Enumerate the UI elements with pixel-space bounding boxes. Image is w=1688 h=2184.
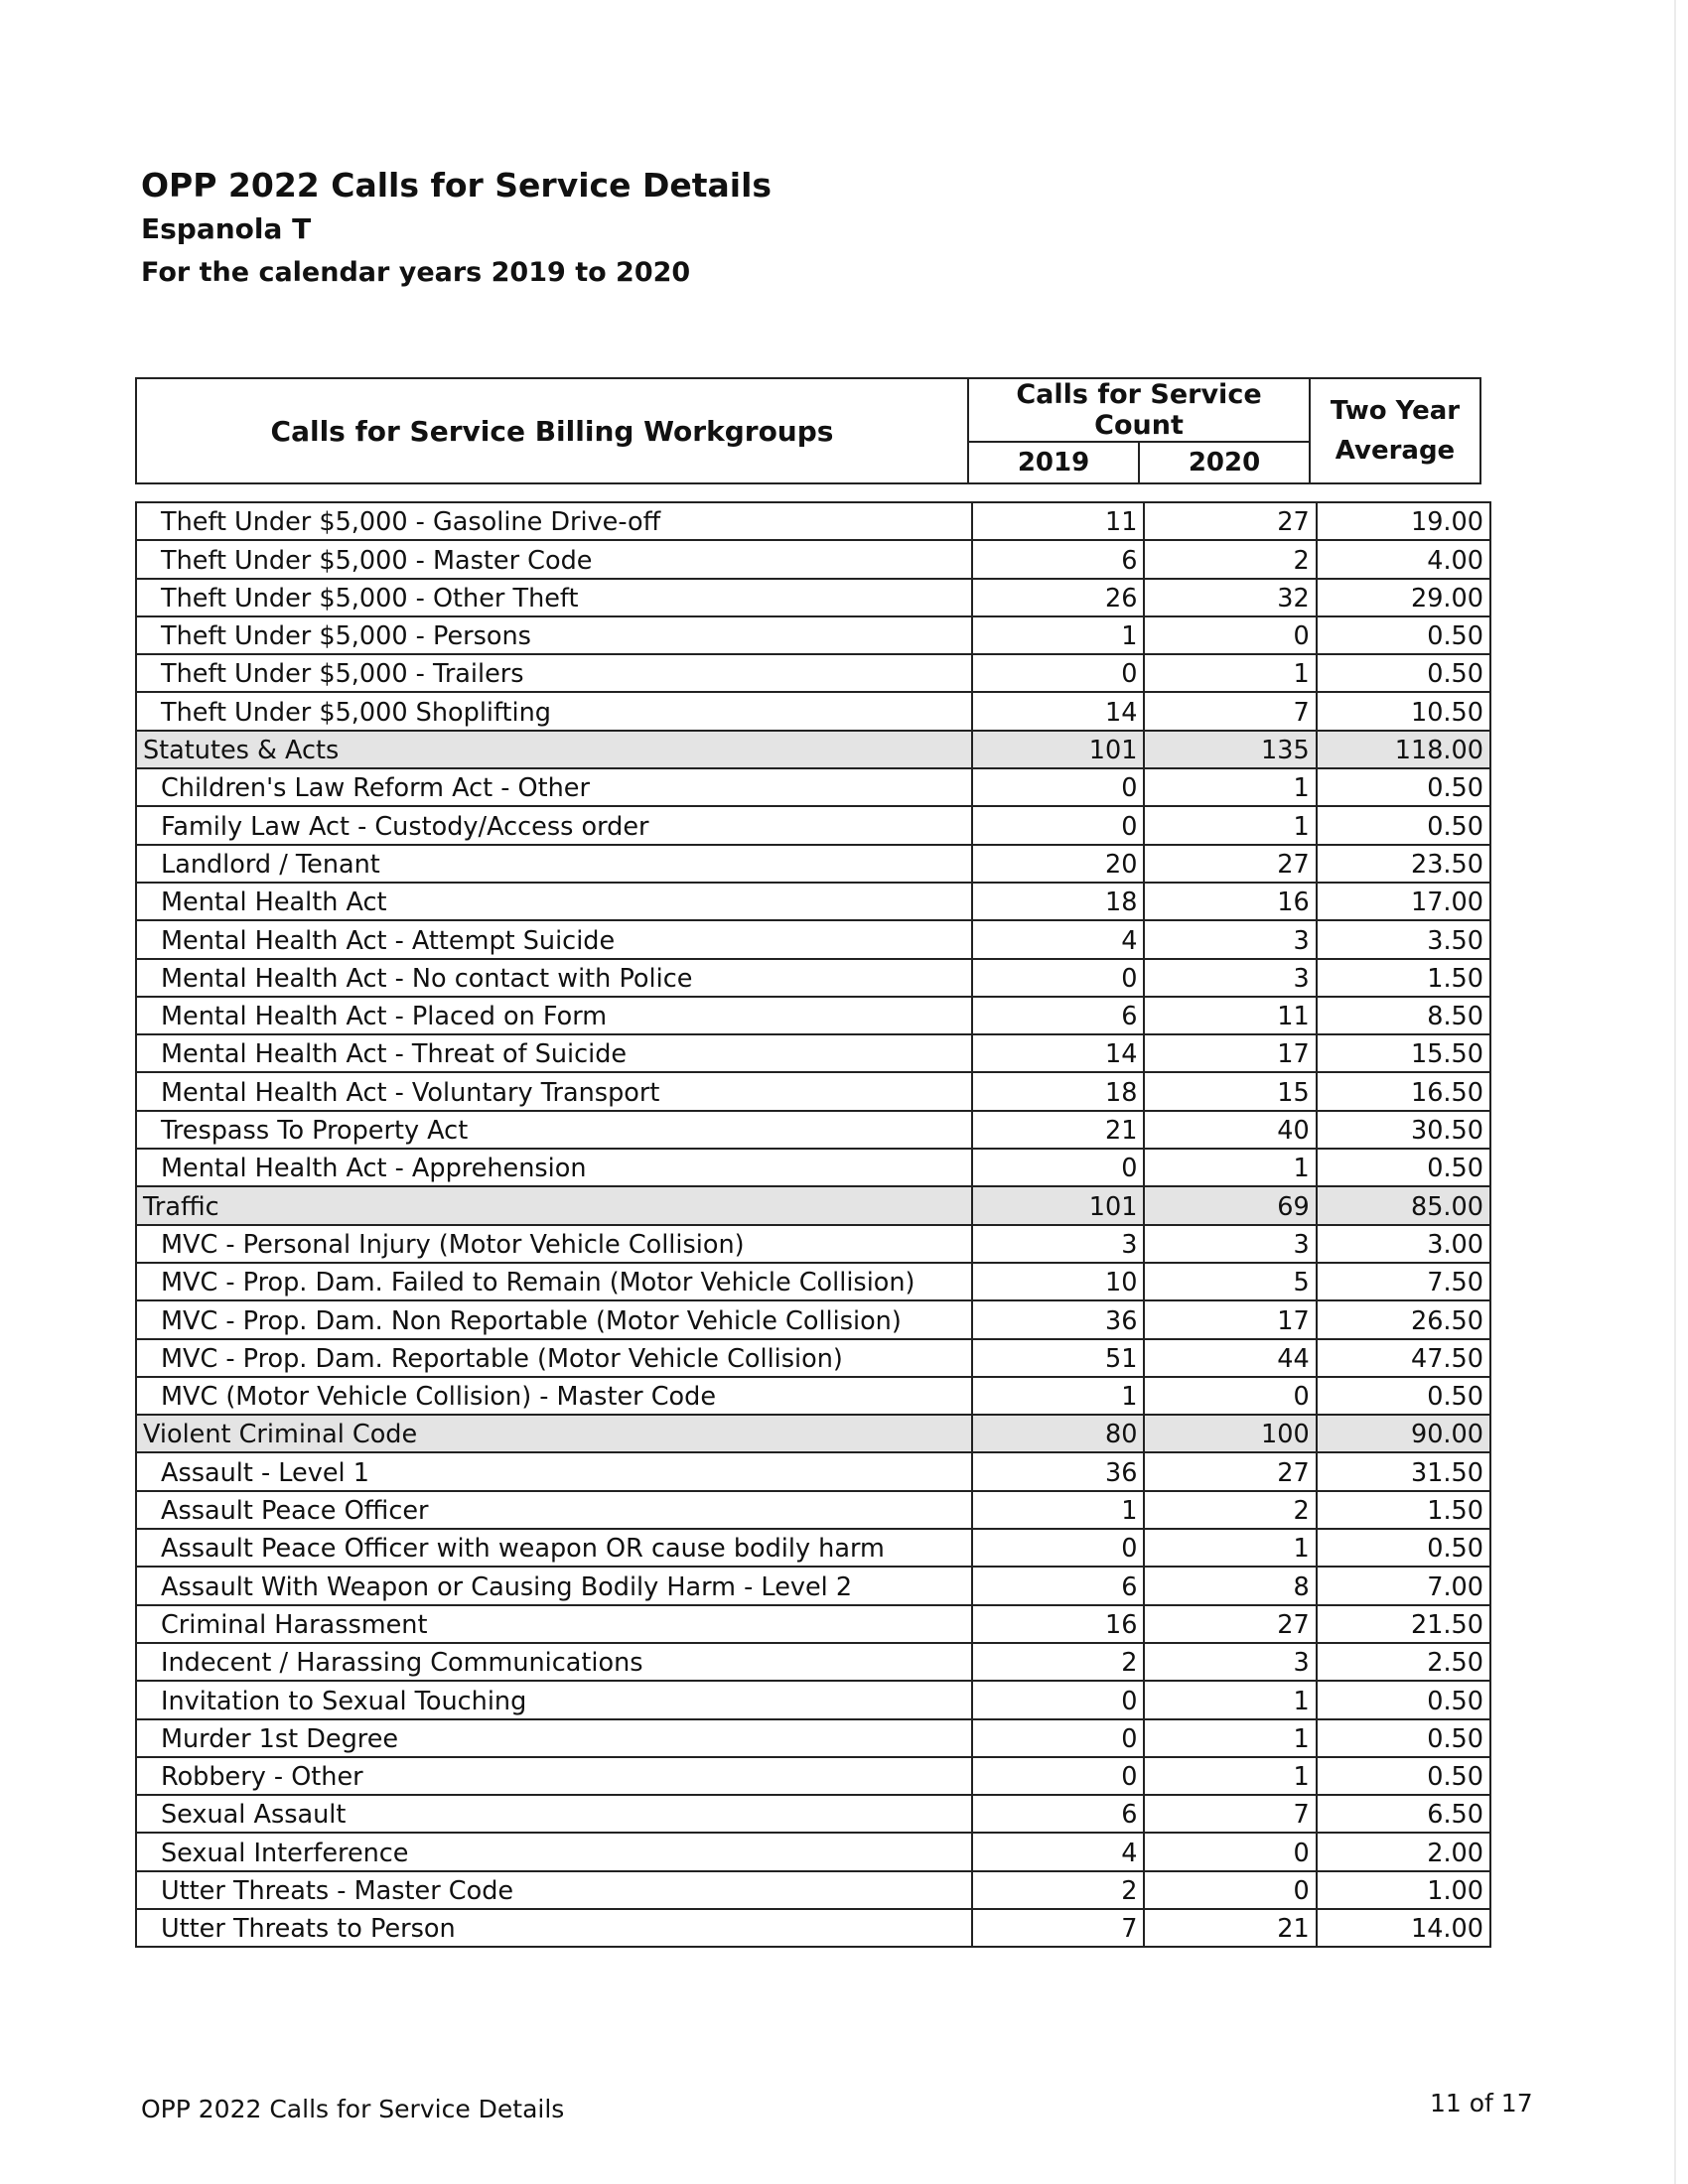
count-2019-cell: 3 [972,1225,1144,1263]
table-row [136,845,1490,883]
count-2019-cell: 7 [972,1909,1144,1947]
count-2020-cell: 40 [1144,1111,1316,1149]
count-2020-cell: 69 [1144,1186,1316,1224]
average-cell: 21.50 [1317,1605,1490,1643]
count-2020-cell: 7 [1144,1795,1316,1833]
workgroup-cell: Violent Criminal Code [136,1415,972,1452]
count-2019-cell: 0 [972,654,1144,692]
workgroup-cell: Traffic [136,1186,972,1224]
workgroup-cell: MVC - Prop. Dam. Failed to Remain (Motor Vehicle Collision) [136,1263,972,1300]
count-2019-cell: 6 [972,1567,1144,1604]
table-row [136,579,1490,616]
count-2020-cell: 5 [1144,1263,1316,1300]
average-cell: 7.50 [1317,1263,1490,1300]
table-row [136,768,1490,806]
count-2020-cell: 11 [1144,997,1316,1034]
table-row [136,1567,1490,1604]
workgroup-cell: Mental Health Act - Apprehension [136,1149,972,1186]
average-cell: 17.00 [1317,883,1490,920]
count-2020-cell: 8 [1144,1567,1316,1604]
workgroup-cell: Invitation to Sexual Touching [136,1681,972,1718]
average-cell: 15.50 [1317,1034,1490,1072]
count-2020-cell: 1 [1144,1757,1316,1795]
average-cell: 31.50 [1317,1452,1490,1490]
count-2020-cell: 27 [1144,845,1316,883]
count-2019-cell: 11 [972,502,1144,540]
average-cell: 0.50 [1317,1719,1490,1757]
count-2020-cell: 1 [1144,654,1316,692]
table-row [136,1529,1490,1567]
average-cell: 1.50 [1317,1491,1490,1529]
count-2019-cell: 21 [972,1111,1144,1149]
table-row [136,1833,1490,1870]
table-row [136,1034,1490,1072]
workgroup-cell: Children's Law Reform Act - Other [136,768,972,806]
count-2019-cell: 0 [972,1529,1144,1567]
workgroup-cell: Theft Under $5,000 - Trailers [136,654,972,692]
average-cell: 0.50 [1317,1529,1490,1567]
table-row [136,1111,1490,1149]
count-2019-cell: 18 [972,883,1144,920]
table-row [136,540,1490,578]
average-cell: 0.50 [1317,616,1490,654]
workgroup-cell: Landlord / Tenant [136,845,972,883]
workgroup-cell: MVC - Prop. Dam. Reportable (Motor Vehicle Collision) [136,1339,972,1377]
count-2019-cell: 0 [972,1681,1144,1718]
workgroup-cell: Murder 1st Degree [136,1719,972,1757]
table-row [136,1643,1490,1681]
count-2019-cell: 0 [972,1149,1144,1186]
workgroup-cell: Robbery - Other [136,1757,972,1795]
workgroup-cell: Indecent / Harassing Communications [136,1643,972,1681]
table-row [136,959,1490,997]
count-2020-cell: 7 [1144,692,1316,730]
count-2020-cell: 135 [1144,731,1316,768]
average-column-header [1310,378,1480,483]
count-2019-cell: 14 [972,692,1144,730]
workgroup-cell: Criminal Harassment [136,1605,972,1643]
count-2019-cell: 4 [972,1833,1144,1870]
table-row [136,502,1490,540]
workgroup-cell: Theft Under $5,000 - Other Theft [136,579,972,616]
count-2019-cell: 2 [972,1643,1144,1681]
workgroup-cell: Theft Under $5,000 - Persons [136,616,972,654]
table-row [136,1452,1490,1490]
count-column-header: Calls for Service Count [968,378,1310,442]
average-header-line2: Average [1335,436,1456,466]
average-cell: 8.50 [1317,997,1490,1034]
table-row [136,1757,1490,1795]
count-2020-cell: 27 [1144,1605,1316,1643]
count-2019-cell: 14 [972,1034,1144,1072]
average-cell: 29.00 [1317,579,1490,616]
count-2020-cell: 0 [1144,616,1316,654]
count-2019-cell: 20 [972,845,1144,883]
table-row [136,1377,1490,1415]
count-2020-cell: 44 [1144,1339,1316,1377]
workgroup-cell: MVC - Personal Injury (Motor Vehicle Collision) [136,1225,972,1263]
workgroup-cell: Assault Peace Officer with weapon OR cause bodily harm [136,1529,972,1567]
workgroup-cell: Assault With Weapon or Causing Bodily Harm - Level 2 [136,1567,972,1604]
count-2019-cell: 1 [972,1377,1144,1415]
workgroup-cell: Assault Peace Officer [136,1491,972,1529]
document-header [141,164,772,295]
count-2020-cell: 1 [1144,1529,1316,1567]
workgroup-cell: Utter Threats - Master Code [136,1871,972,1909]
workgroup-cell: Mental Health Act - Threat of Suicide [136,1034,972,1072]
count-2020-cell: 15 [1144,1072,1316,1110]
reporting-period: For the calendar years 2019 to 2020 [141,257,691,288]
count-2019-cell: 0 [972,806,1144,844]
page-number: 11 of 17 [1430,2089,1533,2117]
count-2019-cell: 51 [972,1339,1144,1377]
table-row [136,1795,1490,1833]
count-2019-cell: 16 [972,1605,1144,1643]
calls-for-service-table [135,501,1491,1948]
average-cell: 0.50 [1317,768,1490,806]
table-header [135,377,1481,484]
count-2020-cell: 3 [1144,959,1316,997]
average-cell: 3.50 [1317,920,1490,958]
year-2020-column-header: 2020 [1139,442,1310,483]
count-2019-cell: 1 [972,616,1144,654]
table-row [136,1339,1490,1377]
count-2020-cell: 3 [1144,1643,1316,1681]
table-row [136,1871,1490,1909]
table-row [136,1300,1490,1338]
average-cell: 23.50 [1317,845,1490,883]
average-cell: 2.00 [1317,1833,1490,1870]
count-2019-cell: 4 [972,920,1144,958]
average-cell: 0.50 [1317,1757,1490,1795]
workgroup-cell: Trespass To Property Act [136,1111,972,1149]
count-2019-cell: 10 [972,1263,1144,1300]
count-2020-cell: 21 [1144,1909,1316,1947]
average-cell: 6.50 [1317,1795,1490,1833]
table-row [136,616,1490,654]
count-2019-cell: 18 [972,1072,1144,1110]
table-body [136,502,1490,1947]
average-cell: 90.00 [1317,1415,1490,1452]
count-2020-cell: 1 [1144,1681,1316,1718]
count-2019-cell: 26 [972,579,1144,616]
table-row [136,1605,1490,1643]
group-row [136,1415,1490,1452]
average-cell: 16.50 [1317,1072,1490,1110]
workgroup-cell: MVC - Prop. Dam. Non Reportable (Motor Vehicle Collision) [136,1300,972,1338]
count-2019-cell: 0 [972,1757,1144,1795]
table-row [136,1491,1490,1529]
workgroup-cell: Mental Health Act - Attempt Suicide [136,920,972,958]
average-cell: 14.00 [1317,1909,1490,1947]
workgroup-cell: Utter Threats to Person [136,1909,972,1947]
table-row [136,1681,1490,1718]
table-row [136,997,1490,1034]
average-header-line1: Two Year [1330,396,1461,426]
table-row [136,1263,1490,1300]
table-row [136,1149,1490,1186]
workgroup-cell: Family Law Act - Custody/Access order [136,806,972,844]
average-cell: 7.00 [1317,1567,1490,1604]
workgroup-cell: Assault - Level 1 [136,1452,972,1490]
count-2019-cell: 101 [972,731,1144,768]
count-2020-cell: 2 [1144,540,1316,578]
average-cell: 1.50 [1317,959,1490,997]
average-cell: 0.50 [1317,654,1490,692]
workgroup-cell: Theft Under $5,000 Shoplifting [136,692,972,730]
average-cell: 47.50 [1317,1339,1490,1377]
table-row [136,1719,1490,1757]
workgroup-cell: Sexual Assault [136,1795,972,1833]
count-2019-cell: 2 [972,1871,1144,1909]
count-2019-cell: 101 [972,1186,1144,1224]
count-2020-cell: 27 [1144,502,1316,540]
count-2020-cell: 16 [1144,883,1316,920]
average-cell: 19.00 [1317,502,1490,540]
average-cell: 0.50 [1317,1681,1490,1718]
footer-title: OPP 2022 Calls for Service Details [141,2095,565,2123]
count-2020-cell: 17 [1144,1034,1316,1072]
count-2020-cell: 3 [1144,1225,1316,1263]
count-2019-cell: 6 [972,540,1144,578]
table-row [136,1909,1490,1947]
workgroup-cell: Theft Under $5,000 - Gasoline Drive-off [136,502,972,540]
count-2019-cell: 0 [972,1719,1144,1757]
page-edge-divider [1674,0,1676,2184]
count-2019-cell: 36 [972,1300,1144,1338]
count-2020-cell: 2 [1144,1491,1316,1529]
count-2020-cell: 32 [1144,579,1316,616]
average-cell: 0.50 [1317,1377,1490,1415]
count-2020-cell: 1 [1144,1149,1316,1186]
table-row [136,692,1490,730]
count-2019-cell: 0 [972,959,1144,997]
workgroup-cell: Mental Health Act - Voluntary Transport [136,1072,972,1110]
average-cell: 85.00 [1317,1186,1490,1224]
count-2020-cell: 0 [1144,1833,1316,1870]
average-cell: 3.00 [1317,1225,1490,1263]
count-2020-cell: 1 [1144,806,1316,844]
count-2019-cell: 6 [972,1795,1144,1833]
location-name: Espanola T [141,212,312,245]
count-2020-cell: 3 [1144,920,1316,958]
average-cell: 2.50 [1317,1643,1490,1681]
average-cell: 30.50 [1317,1111,1490,1149]
group-row [136,731,1490,768]
table-row [136,883,1490,920]
average-cell: 118.00 [1317,731,1490,768]
workgroup-cell: Statutes & Acts [136,731,972,768]
count-2020-cell: 27 [1144,1452,1316,1490]
average-cell: 1.00 [1317,1871,1490,1909]
count-2020-cell: 1 [1144,768,1316,806]
workgroup-cell: Mental Health Act [136,883,972,920]
count-2019-cell: 1 [972,1491,1144,1529]
count-2019-cell: 6 [972,997,1144,1034]
workgroups-column-header: Calls for Service Billing Workgroups [136,378,968,483]
page-title: OPP 2022 Calls for Service Details [141,166,773,205]
count-2020-cell: 100 [1144,1415,1316,1452]
workgroup-cell: Mental Health Act - No contact with Police [136,959,972,997]
average-cell: 10.50 [1317,692,1490,730]
workgroup-cell: Theft Under $5,000 - Master Code [136,540,972,578]
average-cell: 4.00 [1317,540,1490,578]
workgroup-cell: Mental Health Act - Placed on Form [136,997,972,1034]
table-row [136,920,1490,958]
count-2020-cell: 0 [1144,1871,1316,1909]
average-cell: 26.50 [1317,1300,1490,1338]
table-row [136,806,1490,844]
count-2020-cell: 17 [1144,1300,1316,1338]
table-row [136,1072,1490,1110]
average-cell: 0.50 [1317,1149,1490,1186]
workgroup-cell: MVC (Motor Vehicle Collision) - Master Code [136,1377,972,1415]
count-2019-cell: 0 [972,768,1144,806]
count-2019-cell: 36 [972,1452,1144,1490]
year-2019-column-header: 2019 [968,442,1139,483]
table-row [136,654,1490,692]
count-2019-cell: 80 [972,1415,1144,1452]
count-2020-cell: 0 [1144,1377,1316,1415]
average-cell: 0.50 [1317,806,1490,844]
count-2020-cell: 1 [1144,1719,1316,1757]
workgroup-cell: Sexual Interference [136,1833,972,1870]
group-row [136,1186,1490,1224]
table-row [136,1225,1490,1263]
